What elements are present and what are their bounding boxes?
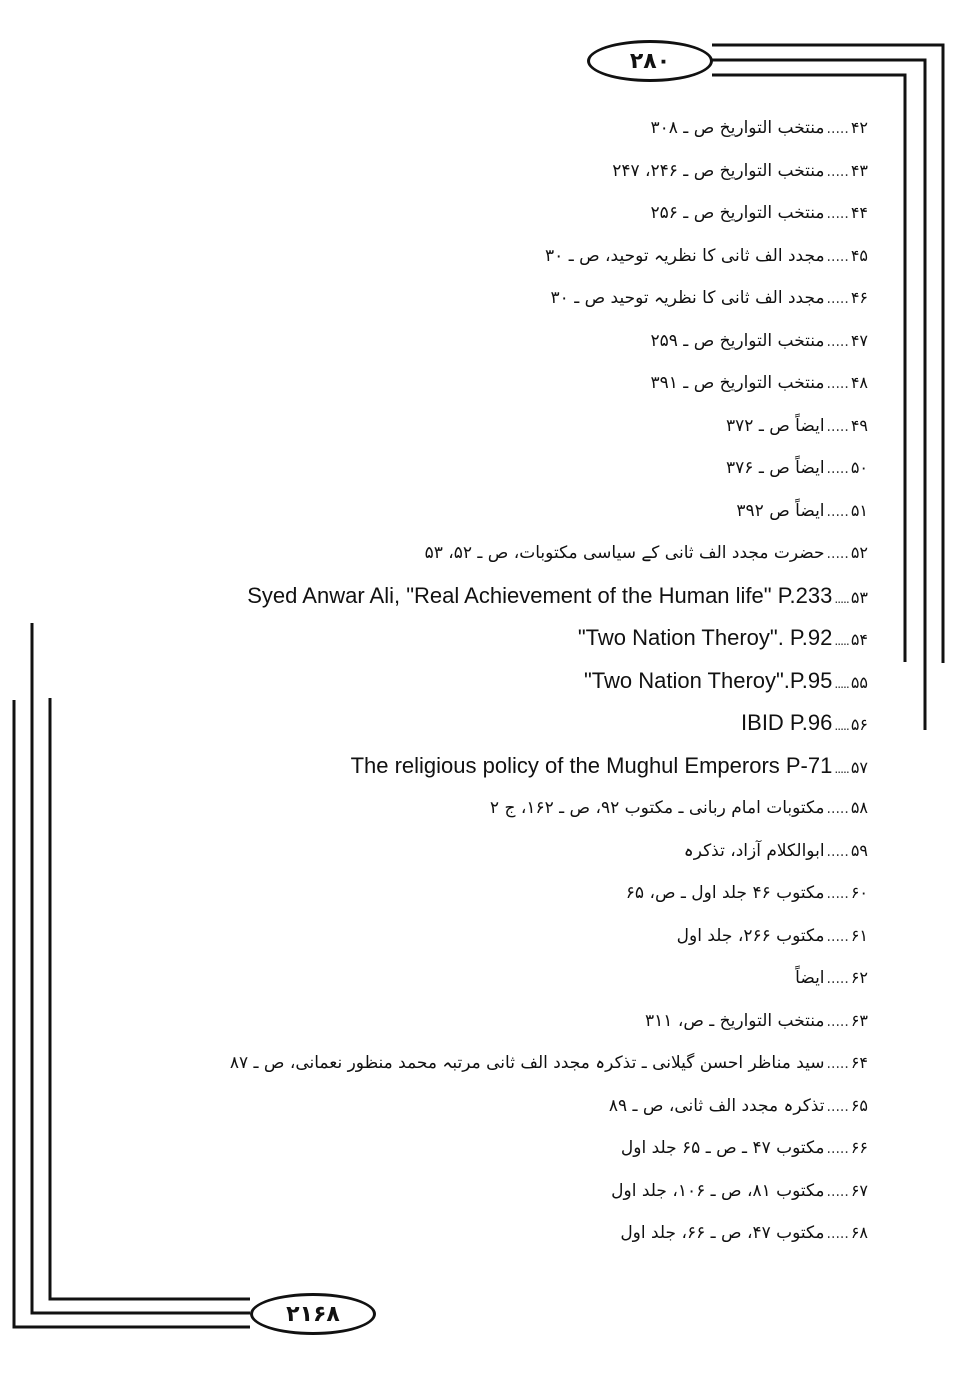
- footnote-text: منتخب التواریخ ص ـ ۳۹۱: [650, 373, 825, 393]
- footnote-line: [425, 533, 868, 573]
- footnote-line: [545, 236, 868, 276]
- footnote-text: مجدد الف ثانی کا نظریہ توحید، ص ـ ۳۰: [545, 245, 825, 266]
- footnote-line: [247, 576, 868, 616]
- footnote-line: [351, 746, 868, 786]
- page-number-bottom: [250, 1293, 376, 1335]
- leader-dots: .....: [826, 546, 849, 562]
- leader-dots: .....: [826, 928, 849, 945]
- footnote-text: مکتوب ۴۷، ص ـ ۶۶، جلد اول: [620, 1223, 825, 1243]
- footnote-number: ۵۱: [850, 500, 868, 520]
- leader-dots: .....: [834, 717, 849, 733]
- footnote-line: [677, 916, 868, 956]
- leader-dots: .....: [826, 1013, 849, 1030]
- footnote-number: ۶۵: [850, 1095, 868, 1115]
- leader-dots: .....: [826, 163, 849, 180]
- footnote-number: ۵۲: [850, 543, 868, 562]
- footnote-text: منتخب التواریخ ص ـ ۲۴۶، ۲۴۷: [612, 160, 825, 181]
- leader-dots: .....: [834, 589, 849, 606]
- footnote-line: [651, 321, 869, 361]
- footnote-number: ۴۵: [850, 245, 868, 265]
- leader-dots: .....: [826, 503, 849, 520]
- footnote-line: [726, 448, 868, 488]
- leader-dots: .....: [826, 1056, 849, 1072]
- leader-dots: .....: [826, 1098, 849, 1115]
- page-number-bottom-text: ۲۱۶۸: [286, 1301, 340, 1327]
- leader-dots: .....: [834, 674, 849, 691]
- footnote-line: [651, 108, 869, 148]
- footnote-number: ۴۲: [850, 118, 868, 137]
- footnote-line: [621, 1128, 868, 1168]
- leader-dots: .....: [826, 1141, 849, 1157]
- footnote-text: منتخب التواریخ ص ـ ۲۵۶: [650, 203, 825, 223]
- footnote-text: منتخب التواریخ ص ـ ۳۰۸: [650, 118, 825, 138]
- footnote-number: ۴۴: [850, 203, 868, 222]
- footnote-line: [651, 363, 869, 403]
- leader-dots: .....: [826, 291, 849, 307]
- footnote-number: ۴۷: [850, 330, 868, 350]
- footnote-line: [609, 1086, 868, 1126]
- footnote-number: ۴۳: [850, 160, 868, 180]
- footnote-number: ۵۸: [850, 798, 868, 817]
- footnote-number: ۶۳: [850, 1010, 868, 1030]
- footnote-number: ۶۰: [850, 883, 868, 902]
- leader-dots: .....: [834, 759, 849, 776]
- leader-dots: .....: [826, 843, 849, 860]
- footnote-number: ۵۹: [850, 840, 868, 860]
- footnote-text: IBID P.96: [741, 710, 833, 735]
- footnote-line: [620, 1213, 868, 1253]
- footnote-line: [584, 661, 868, 701]
- footnote-text: مکتوب ۴۶ جلد اول ـ ص، ۶۵: [625, 883, 825, 903]
- footnote-text: Syed Anwar Ali, "Real Achievement of the Human life" P.233: [247, 582, 833, 608]
- footnote-text: The religious policy of the Mughul Emperors P-71: [350, 752, 833, 778]
- page-number-top: [587, 40, 713, 82]
- footnote-text: ایضاً ص ـ ۳۷۲: [726, 415, 825, 436]
- footnote-line: [684, 831, 868, 871]
- footnote-number: ۵۶: [850, 715, 868, 734]
- footnote-text: "Two Nation Theroy".P.95: [583, 667, 833, 693]
- leader-dots: .....: [826, 886, 849, 902]
- page-number-top-text: ۲۸۰: [629, 48, 671, 74]
- footnote-text: ایضاً ص ـ ۳۷۶: [726, 458, 825, 478]
- footnote-text: "Two Nation Theroy". P.92: [577, 625, 833, 650]
- footnote-line: [490, 788, 868, 828]
- leader-dots: .....: [826, 971, 849, 987]
- footnote-line: [578, 618, 868, 658]
- footnote-text: مکتوبات امام ربانی ـ مکتوب ۹۲، ص ـ ۱۶۲، ج ۲: [489, 798, 825, 818]
- leader-dots: .....: [826, 333, 849, 350]
- footnote-line: [736, 491, 868, 531]
- leader-dots: .....: [826, 206, 849, 222]
- footnote-number: ۶۴: [850, 1053, 868, 1072]
- footnote-text: مجدد الف ثانی کا نظریہ توحید ص ـ ۳۰: [550, 288, 825, 308]
- footnote-line: [626, 873, 868, 913]
- footnote-line: [795, 958, 868, 998]
- footnote-line: [612, 151, 868, 191]
- leader-dots: .....: [834, 632, 849, 648]
- footnote-number: ۶۷: [850, 1180, 868, 1200]
- footnote-line: [741, 703, 868, 743]
- footnote-line: [726, 406, 868, 446]
- footnote-text: ایضاً ص ۳۹۲: [736, 500, 825, 521]
- footnote-number: ۵۵: [850, 672, 868, 692]
- footnote-text: منتخب التواریخ ص ـ ۲۵۹: [650, 330, 825, 351]
- leader-dots: .....: [826, 376, 849, 392]
- leader-dots: .....: [826, 1226, 849, 1242]
- leader-dots: .....: [826, 1183, 849, 1200]
- footnote-number: ۵۷: [850, 757, 868, 777]
- footnote-text: مکتوب ۴۷ ـ ص ـ ۶۵ جلد اول: [620, 1138, 825, 1158]
- footnote-text: حضرت مجدد الف ثانی کے سیاسی مکتوبات، ص ـ ۵۲، ۵۳: [424, 543, 825, 563]
- footnote-number: ۵۴: [850, 630, 868, 649]
- leader-dots: .....: [826, 461, 849, 477]
- footnote-text: منتخب التواریخ ـ ص، ۳۱۱: [645, 1010, 825, 1031]
- footnote-number: ۵۰: [850, 458, 868, 477]
- footnote-line: [611, 1171, 868, 1211]
- footnote-number: ۵۳: [850, 587, 868, 607]
- footnote-number: ۶۱: [850, 925, 868, 945]
- leader-dots: .....: [826, 801, 849, 817]
- leader-dots: .....: [826, 121, 849, 137]
- footnote-number: ۶۸: [850, 1223, 868, 1242]
- footnote-text: ابوالکلام آزاد، تذکرہ: [683, 840, 825, 861]
- footnote-number: ۴۸: [850, 373, 868, 392]
- footnote-text: مکتوب ۲۶۶، جلد اول: [676, 925, 825, 946]
- footnote-line: [230, 1043, 868, 1083]
- footnote-text: تذکرہ مجدد الف ثانی، ص ـ ۸۹: [608, 1095, 825, 1116]
- footnote-number: ۴۹: [850, 415, 868, 435]
- footnote-text: مکتوب ۸۱، ص ـ ۱۰۶، جلد اول: [611, 1180, 825, 1201]
- footnote-line: [551, 278, 868, 318]
- leader-dots: .....: [826, 418, 849, 435]
- footnote-number: ۶۶: [850, 1138, 868, 1157]
- footnote-number: ۶۲: [850, 968, 868, 987]
- footnote-number: ۴۶: [850, 288, 868, 307]
- footnote-line: [651, 193, 869, 233]
- footnote-text: سید مناظر احسن گیلانی ـ تذکرہ مجدد الف ثانی مرتبہ محمد منظور نعمانی، ص ـ ۸۷: [229, 1053, 825, 1073]
- footnote-line: [645, 1001, 868, 1041]
- leader-dots: .....: [826, 248, 849, 265]
- footnote-text: ایضاً: [795, 968, 825, 988]
